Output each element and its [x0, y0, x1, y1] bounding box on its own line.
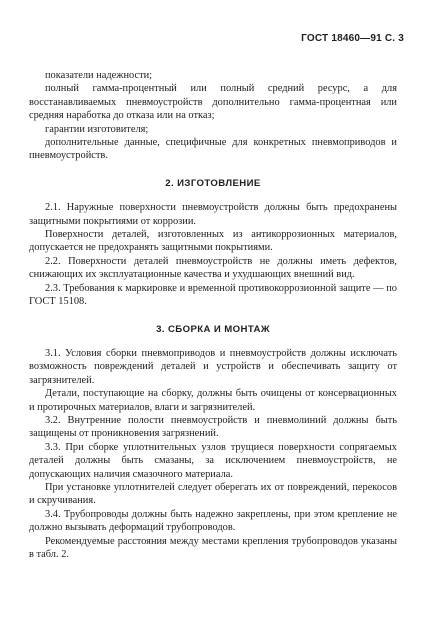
paragraph: При установке уплотнителей следует оберегать их от повреждений, перекосов и скручивания. — [29, 481, 397, 507]
paragraph: 2.1. Наружные поверхности пневмоустройств должны быть предохранены защитными покрытиями от коррозии. — [29, 202, 397, 227]
paragraph: 2.2. Поверхности деталей пневмоустройств не должны иметь дефектов, снижающих их эксплуатационные качества и ухудшающих внешний вид. — [29, 255, 397, 281]
paragraph: 3.3. При сборке уплотнительных узлов трущиеся поверхности сопрягаемых деталей должны быть смазаны, за исключением пневмоустройств, не допускающих наличия смазочного материала. — [29, 441, 397, 480]
paragraph: 3.1. Условия сборки пневмоприводов и пневмоустройств должны исключать возможность повреждений деталей и устройств и обеспечивать защиту от загрязнителей. — [29, 347, 397, 386]
document-body — [29, 69, 397, 561]
running-header: ГОСТ 18460—91 С. 3 — [301, 33, 404, 44]
paragraph: показатели надежности; — [45, 70, 153, 81]
paragraph: 3.2. Внутренние полости пневмоустройств и пневмолиний должны быть защищены от проникновения загрязнений. — [29, 414, 397, 440]
paragraph: 2.3. Требования к маркировке и временной противокоррозионной защите — по ГОСТ 15108. — [29, 282, 397, 308]
paragraph: полный гамма-процентный или полный средний ресурс, а для восстанавливаемых пневмоустройств дополнительно гамма-процентная или средняя наработка до отказа или на отказ; — [29, 83, 397, 122]
paragraph: 3.4. Трубопроводы должны быть надежно закреплены, при этом крепление не должно вызывать деформаций трубопроводов. — [29, 508, 397, 534]
paragraph: Поверхности деталей, изготовленных из антикоррозионных материалов, допускается не предохранять защитными покрытиями. — [29, 229, 397, 254]
paragraph: гарантии изготовителя; — [45, 123, 149, 135]
paragraph: Рекомендуемые расстояния между местами крепления трубопроводов указаны в табл. 2. — [29, 535, 397, 560]
paragraph: дополнительные данные, специфичные для конкретных пневмоприводов и пневмоустройств. — [29, 137, 397, 162]
paragraph: Детали, поступающие на сборку, должны быть очищены от консервационных и протирочных материалов, влаги и загрязнителей. — [29, 388, 397, 413]
section-heading-3: 3. СБОРКА И МОНТАЖ — [156, 323, 270, 335]
section-heading-2: 2. ИЗГОТОВЛЕНИЕ — [165, 177, 261, 189]
